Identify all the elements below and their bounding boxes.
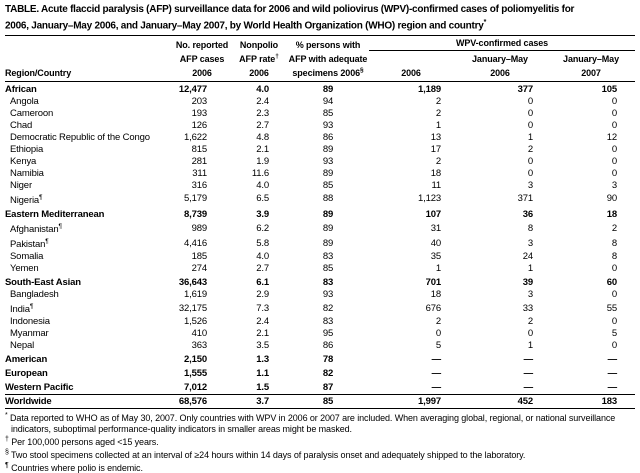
value-cell: 32,175 xyxy=(178,302,207,314)
value-cell: 1 xyxy=(527,263,533,275)
value-cell: 55 xyxy=(606,302,618,314)
value-cell: 316 xyxy=(191,179,207,191)
value-cell: 2,150 xyxy=(183,354,207,366)
value-cell: 89 xyxy=(322,237,334,249)
endemic-footnote-marker: ¶ xyxy=(45,238,49,246)
value-cell: 12 xyxy=(606,131,618,143)
value-cell: 4,416 xyxy=(183,237,207,249)
value-cell: 40 xyxy=(430,237,441,249)
value-cell: 5 xyxy=(435,340,441,352)
afp-wpv-surveillance-table xyxy=(5,35,635,409)
value-cell: — xyxy=(607,354,618,366)
value-cell: 0 xyxy=(527,119,533,131)
region-country-cell: Somalia xyxy=(10,251,44,263)
value-cell: 82 xyxy=(322,302,334,314)
value-cell: 0 xyxy=(611,155,618,167)
value-cell: 31 xyxy=(430,222,441,234)
value-cell: 8 xyxy=(611,237,618,249)
value-cell: 3 xyxy=(527,289,533,301)
value-cell: 183 xyxy=(547,395,635,409)
value-cell: 83 xyxy=(322,277,334,289)
value-cell: 5 xyxy=(611,328,618,340)
region-country-cell: Afghanistan¶ xyxy=(10,222,63,236)
value-cell: 78 xyxy=(322,354,334,366)
value-cell: 1.1 xyxy=(256,368,269,380)
value-cell: 93 xyxy=(322,119,334,131)
value-cell: 89 xyxy=(322,143,334,155)
value-cell: 33 xyxy=(522,302,533,314)
value-cell: 1.3 xyxy=(256,354,269,366)
value-cell: 0 xyxy=(611,107,618,119)
col-header-janmay2006-line1: January–May xyxy=(472,53,528,64)
value-cell: 85 xyxy=(287,395,369,409)
region-country-cell: European xyxy=(5,368,48,380)
value-cell: 87 xyxy=(322,382,334,394)
col-header-wpv-2006: 2006 xyxy=(369,65,453,82)
value-cell: 0 xyxy=(611,143,618,155)
value-cell: 93 xyxy=(322,155,334,167)
value-cell: 18 xyxy=(430,167,441,179)
value-cell: 90 xyxy=(606,193,618,205)
value-cell: 107 xyxy=(425,208,441,220)
table-row-eastern-mediterranean xyxy=(5,207,635,221)
value-cell: 0 xyxy=(435,328,441,340)
value-cell: 281 xyxy=(191,155,207,167)
value-cell: 2 xyxy=(527,316,533,328)
value-cell: 2.4 xyxy=(256,316,269,328)
value-cell: 3.9 xyxy=(256,208,269,220)
value-cell: 4.0 xyxy=(256,179,269,191)
value-cell: 0 xyxy=(527,95,533,107)
dagger-footnote-marker: † xyxy=(275,52,279,60)
value-cell: 2 xyxy=(435,155,441,167)
value-cell: 2 xyxy=(435,316,441,328)
value-cell: 377 xyxy=(517,83,533,95)
table-row-american xyxy=(5,352,635,366)
header-row-2 xyxy=(5,51,635,65)
table-row-cameroon xyxy=(5,108,635,120)
value-cell: 94 xyxy=(322,95,334,107)
value-cell: 2.1 xyxy=(256,143,269,155)
col-group-header-wpv-confirmed-cases: WPV-confirmed cases xyxy=(369,36,635,51)
table-row-nigeria xyxy=(5,192,635,207)
value-cell: 0 xyxy=(611,340,618,352)
value-cell: 4.0 xyxy=(256,251,269,263)
col-header-specimens-line1: % persons with xyxy=(295,39,361,50)
value-cell: 203 xyxy=(191,95,207,107)
region-country-cell: Bangladesh xyxy=(10,289,59,301)
value-cell: — xyxy=(431,354,441,366)
value-cell: — xyxy=(607,382,618,394)
endemic-footnote-marker: ¶ xyxy=(29,303,34,311)
footnote: * Data reported to WHO as of May 30, 2007. Only countries with WPV in 2006 or 2007 are included. When averaging global, regional, or national surveillance indicators, suboptimal performance-quality indicators in smaller areas might be masked. xyxy=(5,412,616,435)
value-cell: 185 xyxy=(191,251,207,263)
value-cell: 0 xyxy=(611,167,618,179)
value-cell: 24 xyxy=(522,251,533,263)
value-cell: 701 xyxy=(425,277,441,289)
value-cell: 0 xyxy=(527,167,533,179)
value-cell: 2 xyxy=(611,222,618,234)
value-cell: 3.5 xyxy=(256,340,269,352)
value-cell: 60 xyxy=(606,277,618,289)
col-header-afp-cases-line2: AFP cases xyxy=(179,53,225,64)
value-cell: 1.9 xyxy=(256,155,269,167)
value-cell: 274 xyxy=(191,263,207,275)
value-cell: 0 xyxy=(611,316,618,328)
value-cell: 8 xyxy=(527,222,533,234)
value-cell: 89 xyxy=(322,167,334,179)
footnote-marker: ¶ xyxy=(5,461,9,469)
endemic-footnote-marker: ¶ xyxy=(58,222,63,230)
table-row-afghanistan xyxy=(5,221,635,236)
value-cell: 1,123 xyxy=(417,193,441,205)
header-spacer xyxy=(369,51,453,65)
table-row-western-pacific xyxy=(5,380,635,395)
value-cell: — xyxy=(523,382,533,394)
col-header-janmay2006-year: 2006 xyxy=(453,65,547,82)
header-row-1 xyxy=(5,36,635,51)
table-row-democratic-republic-of-the-congo xyxy=(5,132,635,144)
value-cell: 2 xyxy=(435,107,441,119)
value-cell: 1 xyxy=(527,340,533,352)
value-cell: 3.7 xyxy=(231,395,287,409)
value-cell: 815 xyxy=(191,143,207,155)
value-cell: 95 xyxy=(322,328,334,340)
region-country-cell: Indonesia xyxy=(10,316,50,328)
value-cell: 410 xyxy=(191,328,207,340)
value-cell: 676 xyxy=(425,302,441,314)
table-row-nepal xyxy=(5,340,635,352)
region-country-cell: Democratic Republic of the Congo xyxy=(10,131,150,143)
value-cell: 88 xyxy=(322,193,334,205)
value-cell: 2 xyxy=(435,95,441,107)
value-cell: 2.9 xyxy=(256,289,269,301)
value-cell: 11 xyxy=(431,179,441,191)
value-cell: 18 xyxy=(430,289,441,301)
region-country-cell: African xyxy=(5,83,37,95)
value-cell: 1,622 xyxy=(183,131,207,143)
value-cell: 39 xyxy=(522,277,533,289)
value-cell: — xyxy=(523,368,533,380)
col-header-region-country: Region/Country xyxy=(5,65,173,82)
col-header-specimens-year xyxy=(287,65,369,82)
value-cell: 89 xyxy=(322,83,334,95)
value-cell: 83 xyxy=(322,316,334,328)
value-cell: 1 xyxy=(527,131,533,143)
region-country-cell: Angola xyxy=(10,95,39,107)
value-cell: 1,619 xyxy=(183,289,207,301)
value-cell: 85 xyxy=(322,107,334,119)
table-row-worldwide xyxy=(5,395,635,409)
value-cell: 105 xyxy=(601,83,618,95)
value-cell: 3 xyxy=(527,179,533,191)
region-country-cell: Western Pacific xyxy=(5,382,74,394)
header-row-3 xyxy=(5,65,635,82)
table-row-indonesia xyxy=(5,316,635,328)
value-cell: 86 xyxy=(322,340,334,352)
value-cell: 6.2 xyxy=(256,222,269,234)
value-cell: 89 xyxy=(322,222,334,234)
value-cell: — xyxy=(523,354,533,366)
endemic-footnote-marker: ¶ xyxy=(39,193,43,201)
col-header-afp-rate-line2 xyxy=(231,51,287,65)
region-country-cell: American xyxy=(5,354,48,366)
value-cell: 85 xyxy=(322,263,334,275)
region-country-cell: Chad xyxy=(10,119,33,131)
value-cell: 11.6 xyxy=(251,167,269,179)
value-cell: 371 xyxy=(517,193,533,205)
value-cell: 86 xyxy=(322,131,334,143)
table-title-line1: TABLE. Acute flaccid paralysis (AFP) surveillance data for 2006 and wild poliovirus (WPV)-confirmed cases of poliomyelitis for xyxy=(5,4,575,15)
value-cell: 36 xyxy=(522,208,533,220)
table-row-pakistan xyxy=(5,236,635,251)
col-header-afp-rate-year: 2006 xyxy=(231,65,287,82)
col-header-specimens-text: specimens 2006 xyxy=(292,67,361,78)
region-country-cell: Nigeria¶ xyxy=(10,193,43,206)
table-row-bangladesh xyxy=(5,289,635,301)
value-cell: 2.7 xyxy=(256,119,269,131)
value-cell: 8,739 xyxy=(183,208,207,220)
col-header-afp-rate-text: AFP rate xyxy=(239,53,276,64)
title-asterisk-footnote-marker: * xyxy=(483,18,487,26)
value-cell: 5,179 xyxy=(183,193,207,205)
value-cell: 5.8 xyxy=(256,237,269,249)
region-country-cell: Pakistan¶ xyxy=(10,238,49,251)
value-cell: 35 xyxy=(430,251,441,263)
table-row-angola xyxy=(5,96,635,108)
value-cell: 3 xyxy=(611,179,618,191)
value-cell: 68,576 xyxy=(173,395,231,409)
value-cell: 1,526 xyxy=(183,316,207,328)
value-cell: 0 xyxy=(611,263,618,275)
value-cell: 4.0 xyxy=(256,83,269,95)
footnote-marker: † xyxy=(5,436,9,444)
value-cell: 989 xyxy=(191,222,207,234)
region-country-cell: Ethiopia xyxy=(10,143,44,155)
value-cell: 7.3 xyxy=(256,302,269,314)
value-cell: 6.1 xyxy=(256,277,269,289)
value-cell: — xyxy=(431,382,441,394)
footnote: † Per 100,000 persons aged <15 years. xyxy=(5,436,159,448)
region-country-cell: South-East Asian xyxy=(5,277,81,289)
value-cell: 2.1 xyxy=(256,328,269,340)
value-cell: 452 xyxy=(453,395,547,409)
section-footnote-marker: § xyxy=(360,66,364,74)
region-country-cell: Niger xyxy=(10,179,32,191)
value-cell: 1,555 xyxy=(183,368,207,380)
table-row-european xyxy=(5,366,635,380)
footnote-marker: § xyxy=(5,448,9,456)
value-cell: 18 xyxy=(606,208,618,220)
table-title-line2-text: 2006, January–May 2006, and January–May 2007, by World Health Organization (WHO) region and country xyxy=(5,19,484,31)
value-cell: 13 xyxy=(430,131,441,143)
region-country-cell: Kenya xyxy=(10,155,37,167)
value-cell: 126 xyxy=(191,119,207,131)
col-header-afp-cases-year: 2006 xyxy=(173,65,231,82)
col-header-janmay2007-line1: January–May xyxy=(563,53,619,64)
value-cell: 2.4 xyxy=(256,95,269,107)
value-cell: 1,997 xyxy=(369,395,453,409)
value-cell: 6.5 xyxy=(256,193,269,205)
value-cell: 363 xyxy=(191,340,207,352)
region-country-cell: Yemen xyxy=(10,263,39,275)
table-row-kenya xyxy=(5,156,635,168)
region-country-cell: India¶ xyxy=(10,303,34,316)
col-header-afp-rate-line1: Nonpolio xyxy=(239,39,279,50)
value-cell: 0 xyxy=(611,289,618,301)
value-cell: 82 xyxy=(322,368,334,380)
value-cell: 8 xyxy=(611,251,618,263)
table-row-somalia xyxy=(5,251,635,263)
region-country-cell: Eastern Mediterranean xyxy=(5,208,105,220)
value-cell: 93 xyxy=(322,289,334,301)
value-cell: 1.5 xyxy=(256,382,269,394)
footnote-marker: * xyxy=(5,412,8,420)
value-cell: 2.3 xyxy=(256,107,269,119)
table-row-ethiopia xyxy=(5,144,635,156)
region-country-cell: Namibia xyxy=(10,167,44,179)
table-row-niger xyxy=(5,180,635,192)
value-cell: 0 xyxy=(611,95,618,107)
value-cell: 1,189 xyxy=(417,83,441,95)
region-country-cell: Cameroon xyxy=(10,107,54,119)
value-cell: 0 xyxy=(527,107,533,119)
value-cell: 89 xyxy=(322,208,334,220)
value-cell: 3 xyxy=(527,237,533,249)
value-cell: 2 xyxy=(527,143,533,155)
header-spacer xyxy=(5,36,173,51)
table-title-line2 xyxy=(5,17,635,33)
region-country-cell: Myanmar xyxy=(10,328,49,340)
value-cell: 4.8 xyxy=(256,131,269,143)
value-cell: 85 xyxy=(322,179,334,191)
table-row-yemen xyxy=(5,263,635,275)
col-header-afp-cases-line1: No. reported xyxy=(175,39,229,50)
col-header-janmay2007-year: 2007 xyxy=(547,65,635,82)
footnote: ¶ Countries where polio is endemic. xyxy=(5,461,143,473)
table-body xyxy=(5,81,635,409)
value-cell: 1 xyxy=(435,119,441,131)
value-cell: — xyxy=(431,368,441,380)
table-row-african xyxy=(5,81,635,96)
table-header xyxy=(5,36,635,82)
col-header-specimens-line2: AFP with adequate xyxy=(288,53,368,64)
value-cell: 1 xyxy=(435,263,441,275)
value-cell: 83 xyxy=(322,251,334,263)
value-cell: 12,477 xyxy=(178,83,207,95)
value-cell: 17 xyxy=(430,143,441,155)
table-title xyxy=(5,4,635,32)
value-cell: 0 xyxy=(527,328,533,340)
value-cell: 0 xyxy=(527,155,533,167)
value-cell: 36,643 xyxy=(178,277,207,289)
table-row-myanmar xyxy=(5,328,635,340)
table-row-chad xyxy=(5,120,635,132)
region-country-cell: Nepal xyxy=(10,340,35,352)
value-cell: 311 xyxy=(192,167,207,179)
footnote: § Two stool specimens collected at an interval of ≥24 hours within 14 days of paralysis onset and adequately shipped to the laboratory. xyxy=(5,448,526,460)
header-spacer xyxy=(5,51,173,65)
value-cell: 193 xyxy=(191,107,207,119)
value-cell: 2.7 xyxy=(256,263,269,275)
footnotes xyxy=(5,411,635,473)
table-row-india xyxy=(5,301,635,316)
value-cell: 7,012 xyxy=(183,382,207,394)
table-row-south-east-asian xyxy=(5,275,635,289)
value-cell: 0 xyxy=(611,119,618,131)
table-row-namibia xyxy=(5,168,635,180)
region-country-cell: Worldwide xyxy=(5,395,173,409)
value-cell: — xyxy=(607,368,618,380)
